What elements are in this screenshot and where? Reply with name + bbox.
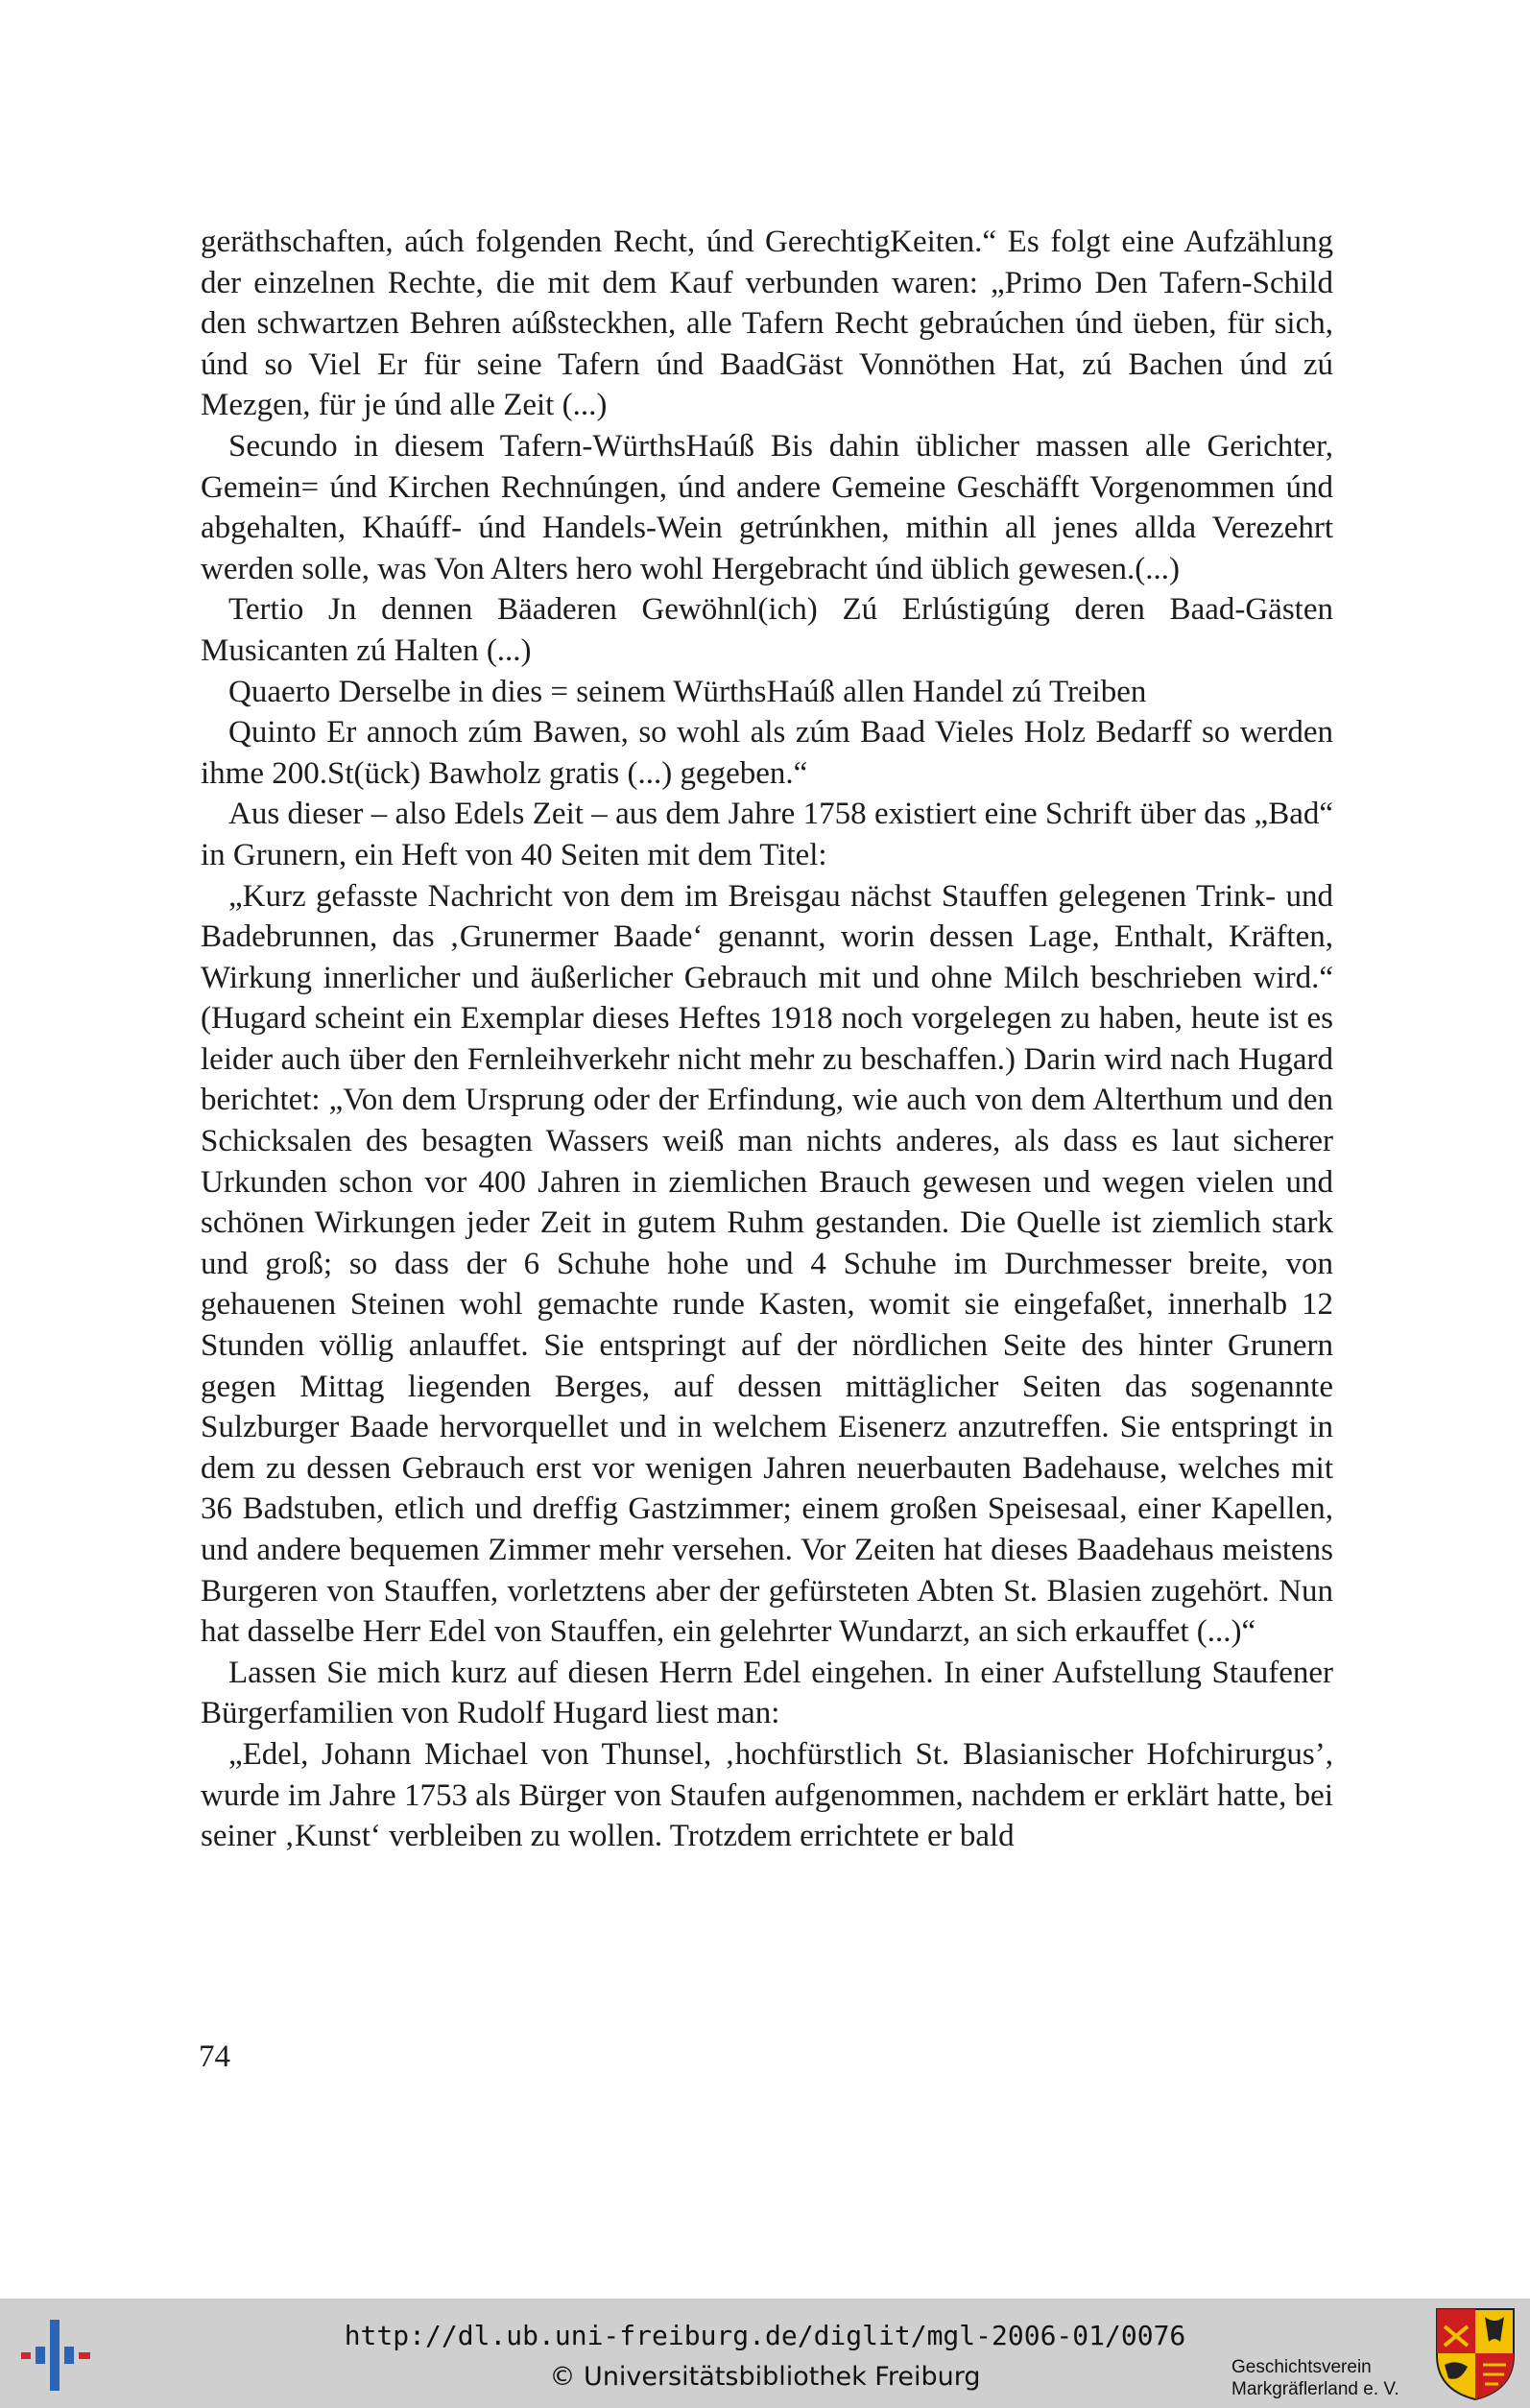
coat-of-arms-icon — [1435, 2307, 1516, 2401]
paragraph: Aus dieser – also Edels Zeit – aus dem Jahre 1758 existiert eine Schrift über das „Bad“ in Grunern, ein Heft von 40 Seiten mit dem Titel: — [201, 797, 1333, 872]
paragraph: Quinto Er annoch zúm Bawen, so wohl als zúm Baad Vieles Holz Bedarff so werden ihme 200.St(ück) Bawholz gratis (...) gegeben.“ — [201, 715, 1333, 791]
paragraph: Lassen Sie mich kurz auf diesen Herrn Edel eingehen. In einer Aufstellung Staufener Bürgerfamilien von Rudolf Hugard liest man: — [201, 1655, 1333, 1731]
paragraph: Tertio Jn dennen Bäaderen Gewöhnl(ich) Zú Erlústigúng deren Baad-Gästen Musicanten zú Halten (...) — [201, 592, 1333, 668]
copyright-text: © Universitätsbibliothek Freiburg — [549, 2362, 981, 2392]
paragraph: „Edel, Johann Michael von Thunsel, ‚hochfürstlich St. Blasianischer Hofchirurgus’, wurde im Jahre 1753 als Bürger von Staufen aufgenommen, nachdem er erklärt hatte, bei seiner ‚Kunst‘ verbleiben zu wollen. Trotzdem errichtete er bald — [201, 1736, 1333, 1854]
society-name-line: Markgräflerland e. V. — [1231, 2379, 1399, 2399]
footer-bar — [0, 2299, 1530, 2408]
page-number: 74 — [199, 2039, 230, 2074]
paragraph: Quaerto Derselbe in dies = seinem WürthsHaúß allen Handel zú Treiben — [228, 674, 1147, 709]
paragraph: geräthschaften, aúch folgenden Recht, únd GerechtigKeiten.“ Es folgt eine Aufzählung der einzelnen Rechte, die mit dem Kauf verbunden waren: „Primo Den Tafern-Schild den schwartzen Behren aúßsteckhen, alle Tafern Recht gebraúchen únd üeben, für sich, únd so Viel Er für seine Tafern únd BaadGäst Vonnöthen Hat, zú Bachen únd zú Mezgen, für je únd alle Zeit (...) — [201, 225, 1333, 423]
body-text — [201, 222, 1333, 1857]
paragraph: Secundo in diesem Tafern-WürthsHaúß Bis dahin üblicher massen alle Gerichter, Gemein= únd Kirchen Rechnúngen, únd andere Gemeine Geschäfft Vorgenommen únd abgehalten, Khaúff- únd Handels-Wein getrúnkhen, mithin all jenes allda Verezehrt werden solle, was Von Alters hero wohl Hergebracht únd üblich gewesen.(...) — [201, 428, 1333, 586]
society-name-line: Geschichtsverein — [1231, 2357, 1372, 2377]
society-name — [1231, 2356, 1399, 2400]
paragraph: „Kurz gefasste Nachricht von dem im Breisgau nächst Stauffen gelegenen Trink- und Badebrunnen, das ‚Grunermer Baade‘ genannt, worin dessen Lage, Enthalt, Kräften, Wirkung innerlicher und äußerlicher Gebrauch mit und ohne Milch beschrieben wird.“ (Hugard scheint ein Exemplar dieses Heftes 1918 noch vorgelegen zu haben, heute ist es leider auch über den Fernleihverkehr nicht mehr zu beschaffen.) Darin wird nach Hugard berichtet: „Von dem Ursprung oder der Erfindung, wie auch von dem Alterthum und den Schicksalen des besagten Wassers weiß man nichts anderes, als dass es laut sicherer Urkunden schon vor 400 Jahren in ziemlichen Brauch gewesen und wegen vielen und schönen Wirkungen jeder Zeit in gutem Ruhm gestanden. Die Quelle ist ziemlich stark und groß; so dass der 6 Schuhe hohe und 4 Schuhe im Durchmesser breite, von gehauenen Steinen wohl gemachte runde Kasten, womit sie eingefaßet, innerhalb 12 Stunden völlig anlauffet. Sie entspringt auf der nördlichen Seite des hinter Grunern gegen Mittag liegenden Berges, auf dessen mittäglicher Seiten das sogenannte Sulzburger Baade hervorquellet und in welchem Eisenerz anzutreffen. Sie entspringt in dem zu dessen Gebrauch erst vor wenigen Jahren neuerbauten Badehause, welches mit 36 Badstuben, etlich und dreffig Gastzimmer; einem großen Speisesaal, einer Kapellen, und andere bequemen Zimmer mehr versehen. Vor Zeiten hat dieses Baadehaus meistens Burgeren von Stauffen, vorletztens aber der gefürsteten Abten St. Blasien zugehört. Nun hat dasselbe Herr Edel von Stauffen, ein gelehrter Wundarzt, an sich erkauffet (...)“ — [201, 878, 1333, 1650]
document-url-link[interactable]: http://dl.ub.uni-freiburg.de/diglit/mgl-2006-01/0076 — [344, 2320, 1186, 2351]
